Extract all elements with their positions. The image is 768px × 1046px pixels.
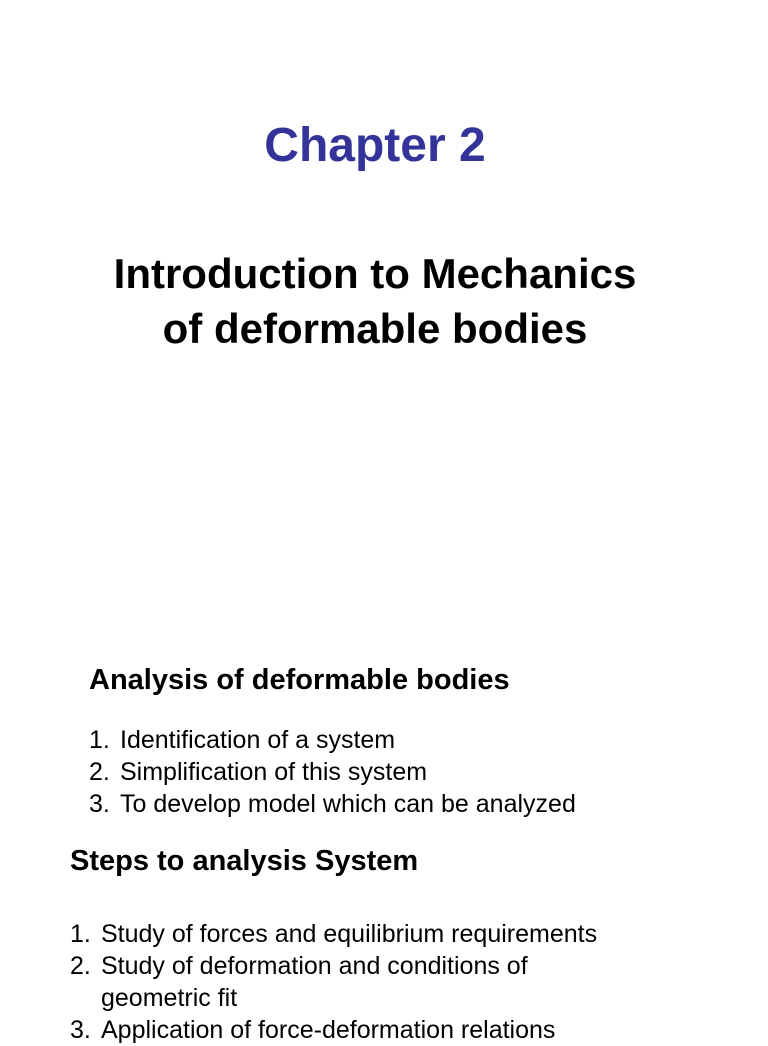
analysis-heading: Analysis of deformable bodies bbox=[89, 664, 510, 696]
list-item bbox=[70, 918, 597, 950]
item-number: 2. bbox=[89, 758, 110, 786]
item-number: 1. bbox=[70, 920, 91, 948]
item-number: 3. bbox=[89, 790, 110, 818]
item-number: 2. bbox=[70, 952, 91, 980]
content-slide bbox=[0, 640, 768, 1044]
steps-heading: Steps to analysis System bbox=[70, 845, 419, 877]
steps-list bbox=[70, 918, 597, 1046]
analysis-list bbox=[89, 724, 576, 820]
item-number: 1. bbox=[89, 726, 110, 754]
item-text: Identification of a system bbox=[120, 726, 396, 754]
main-title-line: Introduction to Mechanics bbox=[113, 250, 637, 297]
item-text: Simplification of this system bbox=[120, 758, 428, 786]
item-text bbox=[101, 1014, 555, 1046]
list-item bbox=[89, 756, 576, 788]
list-item bbox=[89, 724, 576, 756]
list-item bbox=[89, 788, 576, 820]
main-title-line: of deformable bodies bbox=[162, 305, 588, 352]
item-text-line: Study of deformation and conditions of bbox=[101, 952, 528, 980]
item-text bbox=[101, 918, 597, 950]
chapter-title: Chapter 2 bbox=[264, 119, 486, 172]
item-number: 3. bbox=[70, 1016, 91, 1044]
main-title bbox=[0, 246, 750, 356]
item-text: To develop model which can be analyzed bbox=[120, 790, 576, 818]
item-text-line: Application of force-deformation relations bbox=[101, 1016, 556, 1044]
list-item bbox=[70, 950, 597, 1014]
item-text-line: Study of forces and equilibrium requirements bbox=[101, 920, 598, 948]
list-item bbox=[70, 1014, 597, 1046]
item-text-line: geometric fit bbox=[101, 984, 238, 1012]
item-text bbox=[101, 950, 528, 1014]
